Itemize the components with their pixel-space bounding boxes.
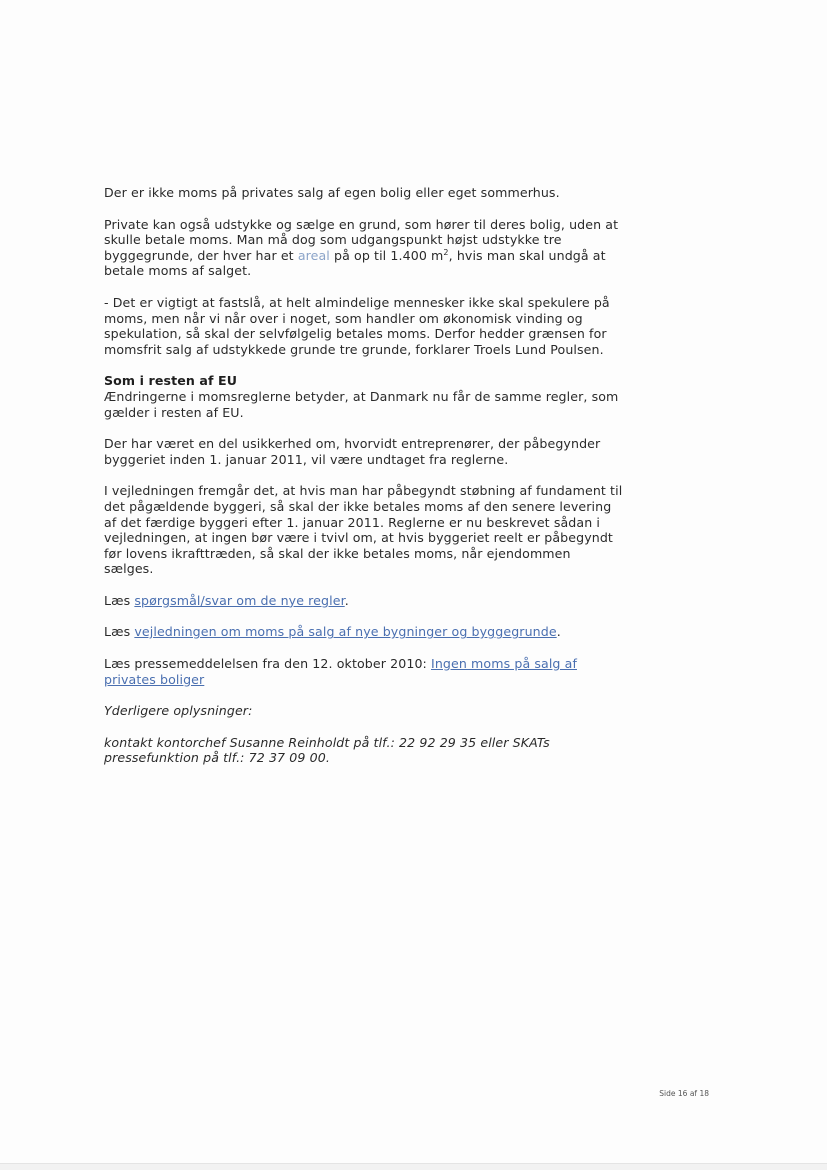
page-number: Side 16 af 18	[659, 1089, 709, 1098]
read-qa	[104, 593, 624, 609]
paragraph-plot-division-area: på op til 1.400 m	[329, 247, 444, 263]
paragraph-eu-rules: Ændringerne i momsreglerne betyder, at Danmark nu får de samme regler, som gælder i resten af EU.	[104, 388, 619, 420]
contact-info: kontakt kontorchef Susanne Reinholdt på tlf.: 22 92 29 35 eller SKATs pressefunktion på tlf.: 72 37 09 00.	[104, 734, 550, 766]
paragraph-plot-division	[104, 217, 624, 279]
link-press-release[interactable]: Ingen moms på salg af privates boliger	[104, 656, 577, 687]
more-info-label: Yderligere oplysninger:	[104, 703, 253, 719]
link-qa-new-rules[interactable]: spørgsmål/svar om de nye regler	[134, 592, 345, 608]
section-heading: Som i resten af EU	[104, 373, 238, 389]
link-guidance[interactable]: vejledningen om moms på salg af nye bygninger og byggegrunde	[134, 624, 557, 640]
paragraph-uncertainty: Der har været en del usikkerhed om, hvorvidt entreprenører, der påbegynder byggeriet inden 1. januar 2011, vil være undtaget fra reglerne.	[104, 436, 601, 467]
read-press-release	[104, 656, 624, 687]
read-qa-prefix: Læs	[104, 592, 135, 608]
document-body	[104, 185, 624, 782]
read-qa-suffix: .	[344, 592, 349, 608]
read-guidance-prefix: Læs	[104, 624, 135, 640]
read-guidance	[104, 624, 624, 640]
paragraph-quote: - Det er vigtigt at fastslå, at helt almindelige mennesker ikke skal spekulere på moms, men når vi når over i noget, som handler om økonomisk vinding og spekulation, så skal der selvfølgelig betales moms. Derfor hedder grænsen for momsfrit salg af udstykkede grunde tre grunde, forklarer Troels Lund Poulsen.	[104, 294, 610, 357]
superscript-two: 2	[443, 247, 449, 257]
paragraph-guidance: I vejledningen fremgår det, at hvis man har påbegyndt støbning af fundament til det pågældende byggeri, så skal der ikke betales moms af den senere levering af det færdige byggeri efter 1. januar 2011. Reglerne er nu beskrevet sådan i vejledningen, at ingen bør være i tvivl om, at hvis byggeriet reelt er påbegyndt før lovens ikrafttræden, så skal der ikke betales moms, når ejendommen sælges.	[104, 483, 623, 577]
paragraph-plot-division-end: , hvis man skal undgå at betale moms af salget.	[104, 247, 606, 279]
read-guidance-suffix: .	[556, 624, 561, 640]
paragraph-plot-division-text: Private kan også udstykke og sælge en grund, som hører til deres bolig, uden at skulle betale moms. Man må dog som udgangspunkt højst udstykke tre byggegrunde, der hver har et	[104, 216, 619, 263]
paragraph-private-sale: Der er ikke moms på privates salg af egen bolig eller eget sommerhus.	[104, 185, 560, 200]
read-press-release-prefix: Læs pressemeddelelsen fra den 12. oktober 2010:	[104, 656, 432, 672]
word-areal: areal	[297, 247, 330, 263]
